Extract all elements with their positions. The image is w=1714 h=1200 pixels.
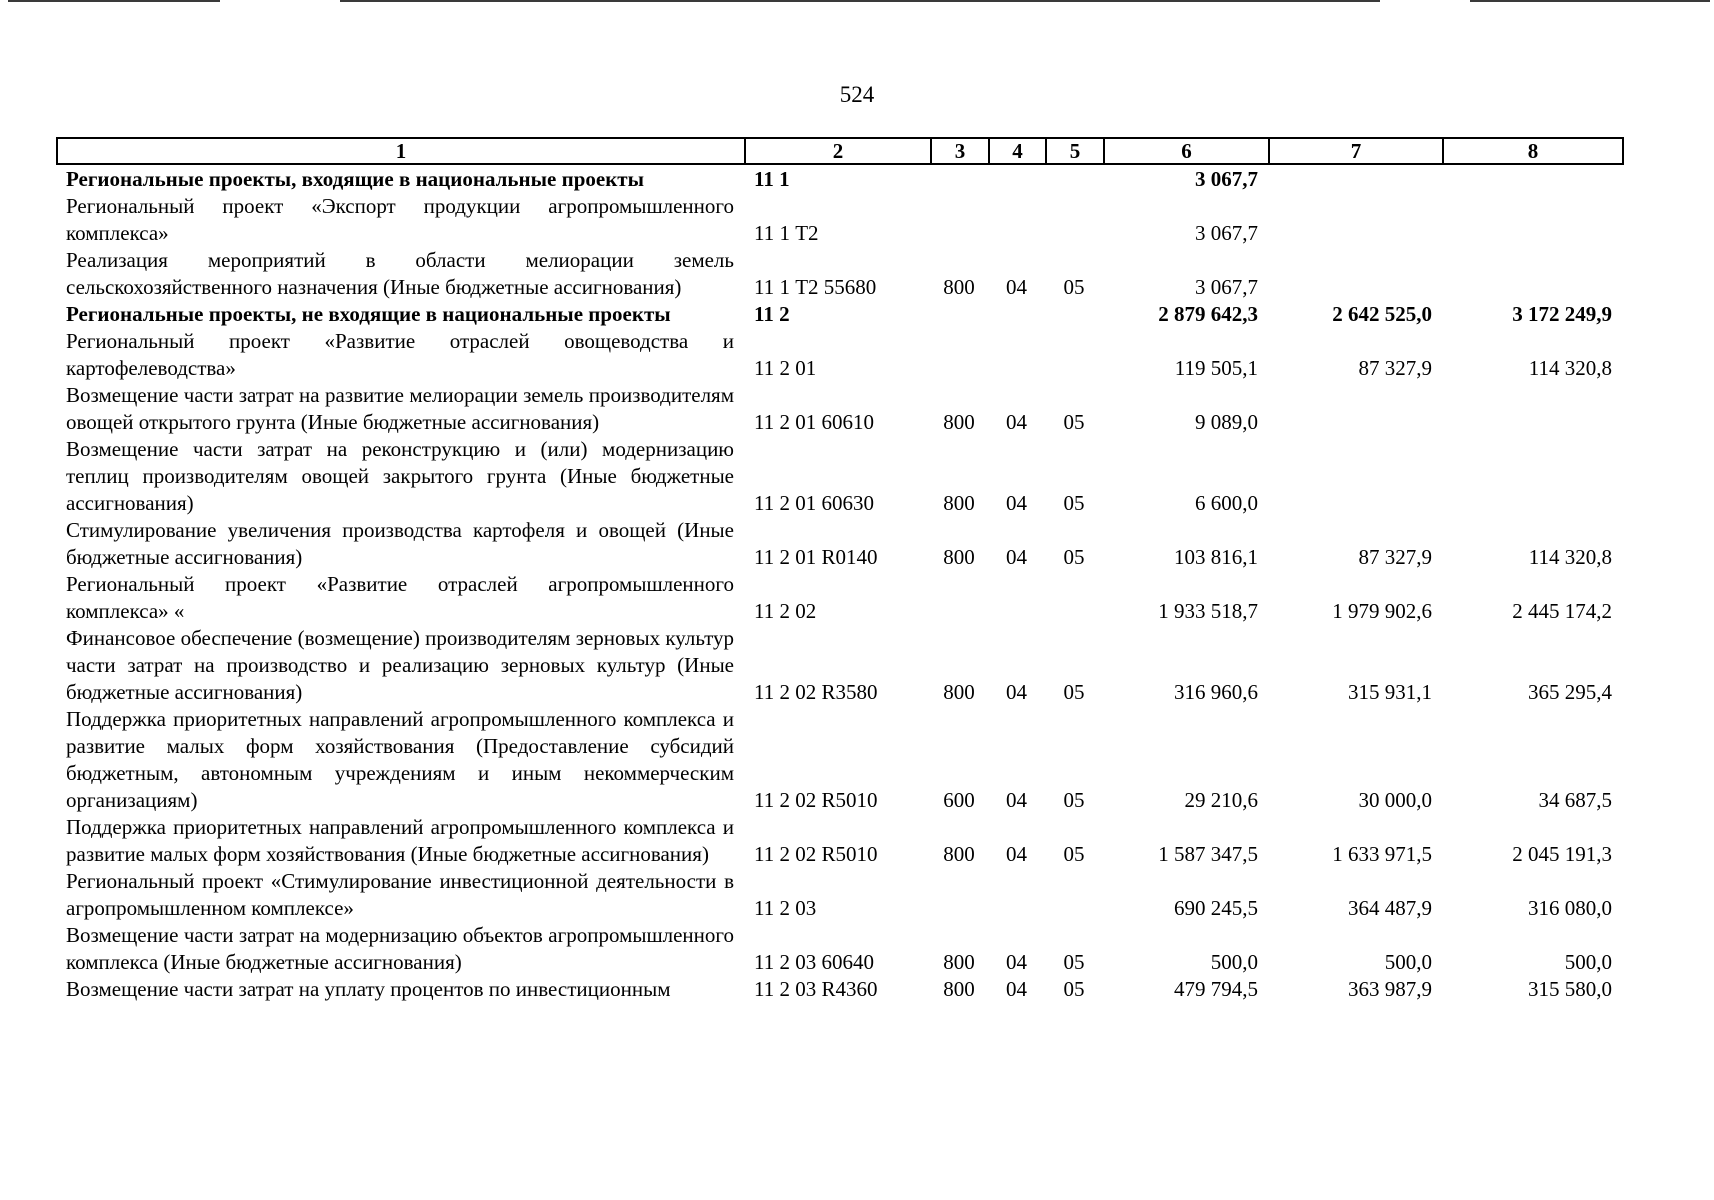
row-name: Региональный проект «Экспорт продукции агропромышленного комплекса» <box>66 194 734 245</box>
row-col3: 800 <box>943 275 975 299</box>
row-value-8: 316 080,0 <box>1528 896 1612 920</box>
table-row <box>56 922 1622 976</box>
row-value-8 <box>1442 247 1622 301</box>
row-value-7: 2 642 525,0 <box>1332 302 1432 326</box>
row-name: Стимулирование увеличения производства картофеля и овощей (Иные бюджетные ассигнования) <box>66 518 734 569</box>
row-value-6: 103 816,1 <box>1174 545 1258 569</box>
row-value-6: 2 879 642,3 <box>1158 302 1258 326</box>
table-row <box>56 328 1622 382</box>
row-col4 <box>988 301 1045 328</box>
row-value-7: 87 327,9 <box>1358 545 1432 569</box>
row-col3 <box>930 571 988 625</box>
row-name: Региональный проект «Развитие отраслей агропромышленного комплекса» « <box>66 572 734 623</box>
table-row <box>56 301 1622 328</box>
row-value-7 <box>1268 382 1442 436</box>
table-row <box>56 436 1622 517</box>
scan-artifact-line <box>340 0 1380 2</box>
row-value-6: 6 600,0 <box>1195 491 1258 515</box>
table-row <box>56 247 1622 301</box>
row-col3: 800 <box>943 545 975 569</box>
row-code: 11 2 02 R5010 <box>754 842 878 866</box>
row-col3: 800 <box>943 977 975 1001</box>
column-header-6: 6 <box>1104 138 1269 164</box>
row-value-6: 1 933 518,7 <box>1158 599 1258 623</box>
row-col4: 04 <box>1006 545 1027 569</box>
row-code: 11 2 01 <box>754 356 817 380</box>
row-value-7: 1 979 902,6 <box>1332 599 1432 623</box>
row-value-8 <box>1442 193 1622 247</box>
row-col5: 05 <box>1063 275 1085 299</box>
row-col5 <box>1045 328 1103 382</box>
row-value-7: 315 931,1 <box>1348 680 1432 704</box>
row-col5: 05 <box>1063 950 1085 974</box>
row-value-8: 3 172 249,9 <box>1512 302 1612 326</box>
row-code: 11 2 01 60610 <box>754 410 874 434</box>
page-number: 524 <box>839 82 875 107</box>
row-value-6: 1 587 347,5 <box>1158 842 1258 866</box>
row-col4: 04 <box>1006 788 1027 812</box>
table-row <box>56 193 1622 247</box>
row-value-8: 114 320,8 <box>1528 545 1612 569</box>
row-code: 11 2 03 <box>754 896 817 920</box>
row-name: Финансовое обеспечение (возмещение) производителям зерновых культур части затрат на производство и реализацию зерновых культур (Иные бюджетные ассигнования) <box>66 626 734 704</box>
row-col4 <box>988 193 1045 247</box>
row-col4: 04 <box>1006 410 1027 434</box>
row-col4: 04 <box>1006 950 1027 974</box>
row-value-6: 3 067,7 <box>1195 221 1258 245</box>
row-name: Региональные проекты, входящие в национальные проекты <box>66 167 645 191</box>
budget-table <box>56 166 1622 1003</box>
table-row <box>56 814 1622 868</box>
column-header-5: 5 <box>1046 138 1104 164</box>
row-code: 11 2 02 <box>754 599 817 623</box>
row-value-7 <box>1268 247 1442 301</box>
row-col4 <box>988 571 1045 625</box>
row-col5: 05 <box>1063 410 1085 434</box>
row-value-6: 690 245,5 <box>1174 896 1258 920</box>
row-name: Поддержка приоритетных направлений агропромышленного комплекса и развитие малых форм хозяйствования (Иные бюджетные ассигнования) <box>66 815 734 866</box>
row-value-8: 34 687,5 <box>1538 788 1612 812</box>
column-header-4: 4 <box>989 138 1046 164</box>
table-row <box>56 517 1622 571</box>
row-col3: 600 <box>943 788 975 812</box>
column-header-3: 3 <box>931 138 989 164</box>
row-value-7: 500,0 <box>1384 950 1432 974</box>
row-col4: 04 <box>1006 842 1027 866</box>
row-name: Возмещение части затрат на уплату процентов по инвестиционным <box>66 977 671 1001</box>
row-code: 11 2 01 R0140 <box>754 545 878 569</box>
row-value-6: 479 794,5 <box>1174 977 1258 1001</box>
row-col4 <box>988 328 1045 382</box>
row-value-8: 2 045 191,3 <box>1512 842 1612 866</box>
row-code: 11 2 01 60630 <box>754 491 874 515</box>
row-col4: 04 <box>1006 977 1027 1001</box>
column-header-2: 2 <box>745 138 931 164</box>
row-value-6: 500,0 <box>1210 950 1258 974</box>
row-col5 <box>1045 868 1103 922</box>
row-col5 <box>1045 166 1103 193</box>
row-name: Региональный проект «Развитие отраслей овощеводства и картофелеводства» <box>66 329 734 380</box>
row-col3 <box>930 166 988 193</box>
row-value-8: 315 580,0 <box>1528 977 1612 1001</box>
row-col5: 05 <box>1063 680 1085 704</box>
row-col5: 05 <box>1063 545 1085 569</box>
row-col5: 05 <box>1063 842 1085 866</box>
column-header-8: 8 <box>1443 138 1623 164</box>
row-col4: 04 <box>1006 491 1027 515</box>
row-code: 11 1 Т2 <box>754 221 819 245</box>
table-row <box>56 868 1622 922</box>
row-value-7: 87 327,9 <box>1358 356 1432 380</box>
row-col5 <box>1045 301 1103 328</box>
table-row <box>56 706 1622 814</box>
row-name: Возмещение части затрат на развитие мелиорации земель производителям овощей открытого грунта (Иные бюджетные ассигнования) <box>66 383 734 434</box>
row-value-8 <box>1442 382 1622 436</box>
table-row <box>56 571 1622 625</box>
row-col3: 800 <box>943 842 975 866</box>
column-header-1: 1 <box>57 138 745 164</box>
table-row <box>56 382 1622 436</box>
row-value-7: 1 633 971,5 <box>1332 842 1432 866</box>
row-value-7 <box>1268 436 1442 517</box>
table-row <box>56 976 1622 1003</box>
row-name: Возмещение части затрат на модернизацию объектов агропромышленного комплекса (Иные бюджетные ассигнования) <box>66 923 734 974</box>
row-col3: 800 <box>943 680 975 704</box>
row-col3 <box>930 328 988 382</box>
row-col4: 04 <box>1006 275 1027 299</box>
row-value-7: 30 000,0 <box>1358 788 1432 812</box>
row-code: 11 2 03 60640 <box>754 950 874 974</box>
row-col3: 800 <box>943 950 975 974</box>
column-header-table <box>56 137 1624 165</box>
row-value-8: 2 445 174,2 <box>1512 599 1612 623</box>
row-col5 <box>1045 193 1103 247</box>
row-name: Реализация мероприятий в области мелиорации земель сельскохозяйственного назначения (Иные бюджетные ассигнования) <box>66 248 734 299</box>
row-value-6: 3 067,7 <box>1195 275 1258 299</box>
row-value-6: 9 089,0 <box>1195 410 1258 434</box>
row-code: 11 1 Т2 55680 <box>754 275 877 299</box>
row-name: Возмещение части затрат на реконструкцию и (или) модернизацию теплиц производителям овощей закрытого грунта (Иные бюджетные ассигнования) <box>66 437 734 515</box>
row-value-7 <box>1268 193 1442 247</box>
budget-table-body <box>56 166 1622 1003</box>
row-col3 <box>930 301 988 328</box>
row-col5: 05 <box>1063 977 1085 1001</box>
row-value-8 <box>1442 166 1622 193</box>
row-value-6: 119 505,1 <box>1174 356 1258 380</box>
row-code: 11 2 02 R3580 <box>754 680 878 704</box>
row-col4 <box>988 868 1045 922</box>
row-col5: 05 <box>1063 491 1085 515</box>
row-value-7: 364 487,9 <box>1348 896 1432 920</box>
scan-artifact-line <box>8 0 220 2</box>
table-row <box>56 166 1622 193</box>
row-code: 11 1 <box>754 167 790 191</box>
row-value-8 <box>1442 436 1622 517</box>
row-col5 <box>1045 571 1103 625</box>
row-name: Региональный проект «Стимулирование инвестиционной деятельности в агропромышленном комплексе» <box>66 869 734 920</box>
row-col4: 04 <box>1006 680 1027 704</box>
row-value-7 <box>1268 166 1442 193</box>
row-value-6: 29 210,6 <box>1184 788 1258 812</box>
row-col3: 800 <box>943 491 975 515</box>
row-col5: 05 <box>1063 788 1085 812</box>
row-value-8: 114 320,8 <box>1528 356 1612 380</box>
row-value-6: 316 960,6 <box>1174 680 1258 704</box>
row-code: 11 2 <box>754 302 790 326</box>
column-header-7: 7 <box>1269 138 1443 164</box>
row-col3 <box>930 868 988 922</box>
scan-artifact-line <box>1470 0 1710 2</box>
row-value-8: 500,0 <box>1564 950 1612 974</box>
row-code: 11 2 03 R4360 <box>754 977 878 1001</box>
column-header-row <box>57 138 1623 164</box>
row-col4 <box>988 166 1045 193</box>
row-code: 11 2 02 R5010 <box>754 788 878 812</box>
row-value-6: 3 067,7 <box>1195 167 1258 191</box>
row-col3 <box>930 193 988 247</box>
row-name: Региональные проекты, не входящие в национальные проекты <box>66 302 671 326</box>
table-row <box>56 625 1622 706</box>
row-value-8: 365 295,4 <box>1528 680 1612 704</box>
row-name: Поддержка приоритетных направлений агропромышленного комплекса и развитие малых форм хозяйствования (Предоставление субсидий бюджетным, автономным учреждениям и иным некоммерческим организациям) <box>66 707 734 812</box>
row-col3: 800 <box>943 410 975 434</box>
row-value-7: 363 987,9 <box>1348 977 1432 1001</box>
